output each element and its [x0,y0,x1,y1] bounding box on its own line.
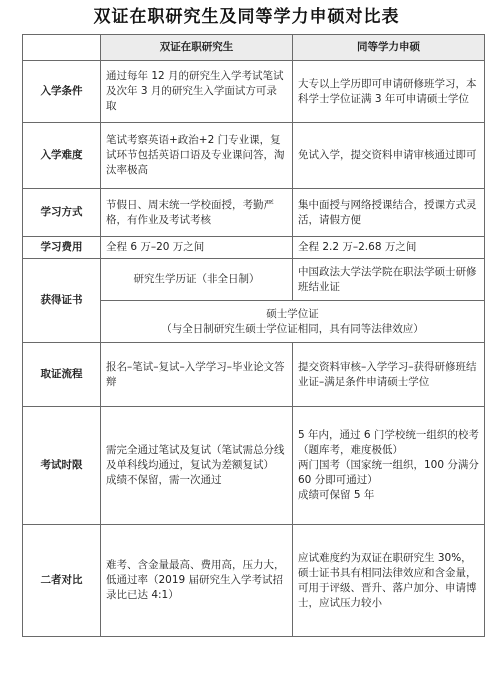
exam-retention-text: 成绩不保留，需一次通过 [106,474,222,486]
cell-comparison-dual: 难考、含金量最高、费用高，压力大，低通过率（2019 届研究生入学考试招录比已达 4:1） [101,525,293,637]
shared-degree-title: 硕士学位证 [266,307,319,320]
cell-difficulty-dual: 笔试考察英语+政治+2 门专业课，复试环节包括英语口语及专业课问答，淘汰率极高 [101,123,293,189]
page-title: 双证在职研究生及同等学力申硕对比表 [93,7,400,27]
shared-degree-note: （与全日制研究生硕士学位证相同，具有同等法律效应） [161,322,424,335]
cell-certificate-equal: 中国政法大学法学院在职法学硕士研修班结业证 [293,259,485,301]
cell-comparison-equal: 应试难度约为双证在职研究生 30%，硕士证书具有相同法律效应和含金量，可用于评级、晋升、落户加分、申请博士，应试压力较小 [293,525,485,637]
comparison-table [22,34,485,637]
row-label-cost: 学习费用 [23,237,101,259]
row-label-study-mode: 学习方式 [23,189,101,237]
column-header-dual-cert: 双证在职研究生 [101,35,293,61]
table-row [23,343,485,407]
table-header-row [23,35,485,61]
table-row [23,61,485,123]
cell-cost-equal: 全程 2.2 万–2.68 万之间 [293,237,485,259]
table-row [23,259,485,301]
cell-study-mode-dual: 节假日、周末统一学校面授，考勤严格，有作业及考试考核 [101,189,293,237]
cell-certificate-dual: 研究生学历证（非全日制） [101,259,293,301]
cell-process-equal: 提交资料审核–入学学习–获得研修班结业证–满足条件申请硕士学位 [293,343,485,407]
cell-process-dual: 报名–笔试–复试–入学学习–毕业论文答辩 [101,343,293,407]
row-label-admission: 入学条件 [23,61,101,123]
column-header-equal-degree: 同等学力申硕 [293,35,485,61]
row-label-process: 取证流程 [23,343,101,407]
table-row [23,123,485,189]
row-label-certificate: 获得证书 [23,259,101,343]
national-exam-text: 两门国考（国家统一组织，100 分满分 60 分即可通过） [298,459,479,486]
table-row [23,525,485,637]
exam-requirement-text: 需完全通过笔试及复试（笔试需总分线及单科线均通过，复试为差额复试） [106,444,285,471]
row-label-exam-limit: 考试时限 [23,407,101,525]
school-exam-text: 5 年内，通过 6 门学校统一组织的校考（题库考，难度极低） [298,429,479,456]
cell-admission-dual: 通过每年 12 月的研究生入学考试笔试及次年 3 月的研究生入学面试方可录取 [101,61,293,123]
cell-exam-limit-dual [101,407,293,525]
cell-admission-equal: 大专以上学历即可申请研修班学习，本科学士学位证满 3 年可申请硕士学位 [293,61,485,123]
cell-difficulty-equal: 免试入学，提交资料申请审核通过即可 [293,123,485,189]
table-row [23,237,485,259]
row-label-comparison: 二者对比 [23,525,101,637]
cell-study-mode-equal: 集中面授与网络授课结合，授课方式灵活，请假方便 [293,189,485,237]
table-row [23,407,485,525]
row-label-difficulty: 入学难度 [23,123,101,189]
header-corner-cell [23,35,101,61]
cell-cost-dual: 全程 6 万–20 万之间 [101,237,293,259]
table-row [23,189,485,237]
score-retention-text: 成绩可保留 5 年 [298,489,375,501]
cell-certificate-shared [101,301,485,343]
cell-exam-limit-equal [293,407,485,525]
